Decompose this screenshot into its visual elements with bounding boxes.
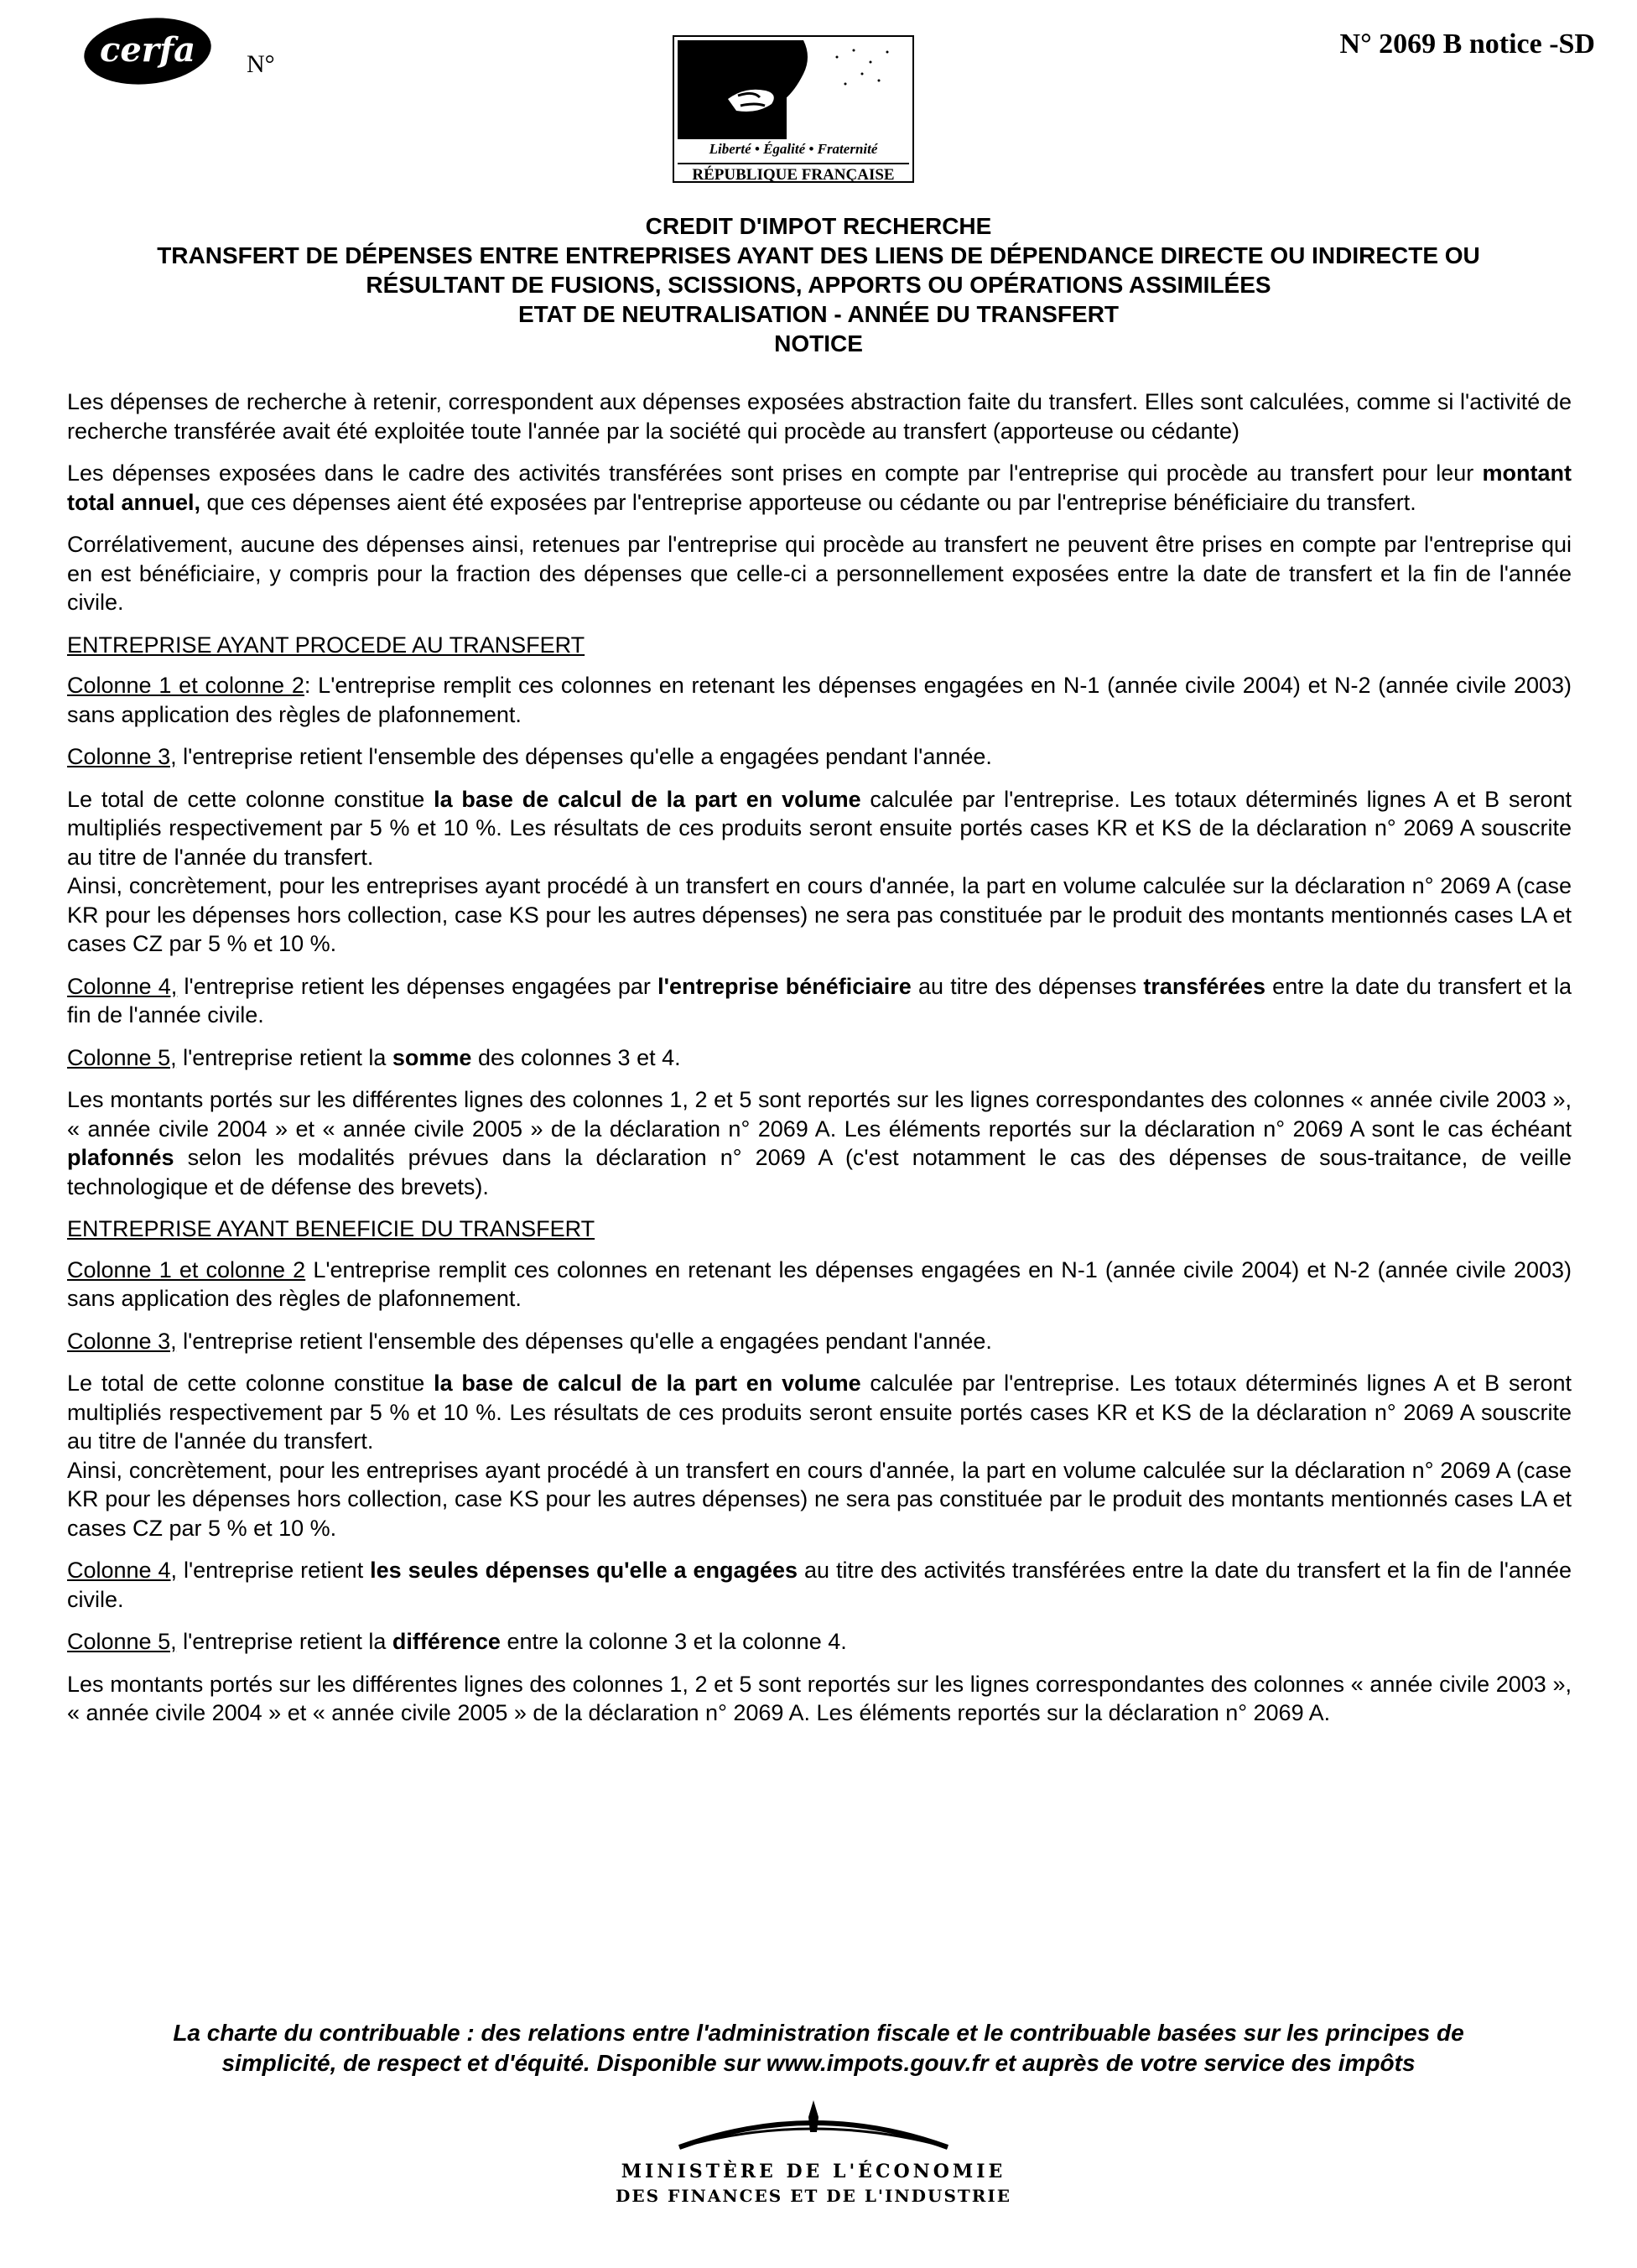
charte-line-1: La charte du contribuable : des relations entre l'administration fiscale et le contribuable basées sur les principes de (173, 2020, 1464, 2046)
marianne-logo (673, 35, 914, 183)
charte-line-2: simplicité, de respect et d'équité. Disponible sur www.impots.gouv.fr et auprès de votre service des impôts (221, 2050, 1416, 2076)
intro-paragraph-3: Corrélativement, aucune des dépenses ainsi, retenues par l'entreprise qui procède au transfert ne peuvent être prises en compte par l'entreprise qui en est bénéficiaire, y compris pour la fraction des dépenses que celle-ci a personnellement exposées entre la date de transfert et la fin de l'année civile. (67, 532, 1572, 615)
s1-montants: Les montants portés sur les différentes lignes des colonnes 1, 2 et 5 sont reportés sur les lignes correspondantes des colonnes « année civile 2003 », « année civile 2004 » et « année civile 2005 » de la déclaration n° 2069 A. Les éléments reportés sur la déclaration n° 2069 A sont le cas échéant plafonnés selon les modalités prévues dans la déclaration n° 2069 A (c'est notamment le cas des dépenses de sous-traitance, de veille technologique et de défense des brevets). (67, 1087, 1572, 1199)
s1-total-colonne: Le total de cette colonne constitue la base de calcul de la part en volume calculée par l'entreprise. Les totaux déterminés lignes A et B seront multipliés respectivement par 5 % et 10 %. Les résultats de ces produits seront ensuite portés cases KR et KS de la déclaration n° 2069 A souscrite au titre de l'année du transfert. (67, 786, 1572, 870)
ministere-line-1: MINISTÈRE DE L'ÉCONOMIE (621, 2161, 1006, 2182)
form-no-label: N° (247, 50, 275, 78)
form-number: N° 2069 B notice -SD (1339, 29, 1595, 60)
republique-francaise: RÉPUBLIQUE FRANÇAISE (678, 163, 909, 185)
intro-paragraph-2: Les dépenses exposées dans le cadre des activités transférées sont prises en compte par l'entreprise qui procède au transfert pour leur montant total annuel, que ces dépenses aient été exposées par l'entreprise apporteuse ou cédante ou par l'entreprise bénéficiaire du transfert. (67, 460, 1572, 515)
title-line-3: RÉSULTANT DE FUSIONS, SCISSIONS, APPORTS OU OPÉRATIONS ASSIMILÉES (366, 272, 1271, 298)
marianne-profile-icon (678, 40, 909, 139)
s1-colonne-3: Colonne 3, l'entreprise retient l'ensemble des dépenses qu'elle a engagées pendant l'année. (67, 744, 992, 769)
title-line-2: TRANSFERT DE DÉPENSES ENTRE ENTREPRISES AYANT DES LIENS DE DÉPENDANCE DIRECTE OU INDIRECTE OU (157, 242, 1480, 268)
s1-colonne-4: Colonne 4, l'entreprise retient les dépenses engagées par l'entreprise bénéficiaire au titre des dépenses transférées entre la date du transfert et la fin de l'année civile. (67, 973, 1572, 1027)
s1-colonne-5: Colonne 5, l'entreprise retient la somme des colonnes 3 et 4. (67, 1044, 681, 1070)
cerfa-logo-text: cerfa (99, 30, 195, 70)
section-heading-beneficie: ENTREPRISE AYANT BENEFICIE DU TRANSFERT (67, 1216, 595, 1241)
marianne-motto: Liberté • Égalité • Fraternité (709, 141, 878, 157)
s2-colonne-5: Colonne 5, l'entreprise retient la différence entre la colonne 3 et la colonne 4. (67, 1629, 847, 1654)
notice-body (67, 388, 1572, 1741)
title-line-1: CREDIT D'IMPOT RECHERCHE (645, 213, 992, 239)
ministere-line-2: DES FINANCES ET DE L'INDUSTRIE (616, 2186, 1011, 2206)
s2-colonne-3: Colonne 3, l'entreprise retient l'ensemble des dépenses qu'elle a engagées pendant l'année. (67, 1328, 992, 1354)
cerfa-logo (84, 18, 211, 84)
intro-paragraph-1: Les dépenses de recherche à retenir, correspondent aux dépenses exposées abstraction faite du transfert. Elles sont calculées, comme si l'activité de recherche transférée avait été exploitée toute l'année par la société qui procède au transfert (apporteuse ou cédante) (67, 389, 1572, 444)
s1-colonne-1-2: Colonne 1 et colonne 2: L'entreprise remplit ces colonnes en retenant les dépenses engagées en N-1 (année civile 2004) et N-2 (année civile 2003) sans application des règles de plafonnement. (67, 673, 1572, 727)
ministere-logo (604, 2099, 1023, 2208)
charte-contribuable (117, 2018, 1520, 2078)
s2-total-colonne: Le total de cette colonne constitue la base de calcul de la part en volume calculée par l'entreprise. Les totaux déterminés lignes A et B seront multipliés respectivement par 5 % et 10 %. Les résultats de ces produits seront ensuite portés cases KR et KS de la déclaration n° 2069 A souscrite au titre de l'année du transfert. (67, 1371, 1572, 1454)
document-title-block (0, 211, 1637, 358)
s2-montants: Les montants portés sur les différentes lignes des colonnes 1, 2 et 5 sont reportés sur les lignes correspondantes des colonnes « année civile 2003 », « année civile 2004 » et « année civile 2005 » de la déclaration n° 2069 A. Les éléments reportés sur la déclaration n° 2069 A. (67, 1671, 1572, 1725)
s1-ainsi: Ainsi, concrètement, pour les entreprises ayant procédé à un transfert en cours d'année, la part en volume calculée sur la déclaration n° 2069 A (case KR pour les dépenses hors collection, case KS pour les autres dépenses) ne sera pas constituée par le produit des montants mentionnés cases LA et cases CZ par 5 % et 10 %. (67, 873, 1572, 956)
s2-colonne-4: Colonne 4, l'entreprise retient les seules dépenses qu'elle a engagées au titre des activités transférées entre la date du transfert et la fin de l'année civile. (67, 1558, 1572, 1612)
s2-ainsi: Ainsi, concrètement, pour les entreprises ayant procédé à un transfert en cours d'année, la part en volume calculée sur la déclaration n° 2069 A (case KR pour les dépenses hors collection, case KS pour les autres dépenses) ne sera pas constituée par le produit des montants mentionnés cases LA et cases CZ par 5 % et 10 %. (67, 1457, 1572, 1541)
section-heading-procede: ENTREPRISE AYANT PROCEDE AU TRANSFERT (67, 632, 585, 658)
title-line-4: ETAT DE NEUTRALISATION - ANNÉE DU TRANSFERT (517, 301, 1120, 327)
ministere-arc-icon (671, 2099, 956, 2157)
title-line-5: NOTICE (774, 330, 863, 356)
s2-colonne-1-2: Colonne 1 et colonne 2 L'entreprise remplit ces colonnes en retenant les dépenses engagées en N-1 (année civile 2004) et N-2 (année civile 2003) sans application des règles de plafonnement. (67, 1256, 1572, 1311)
